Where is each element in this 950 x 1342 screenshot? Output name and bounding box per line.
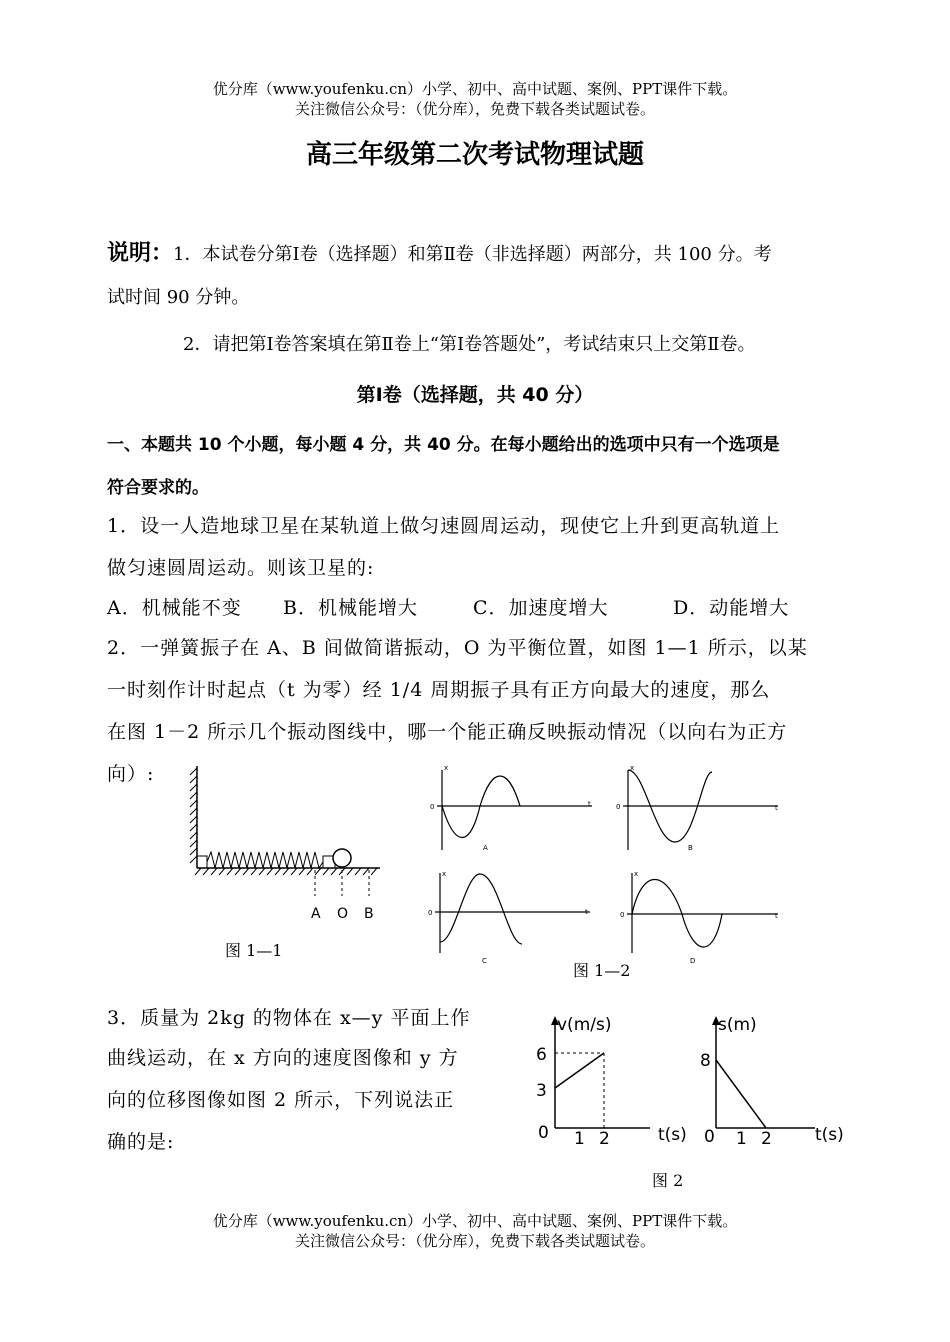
marker-label-a: A bbox=[311, 906, 321, 922]
notes-item-2: 2．请把第Ⅰ卷答案填在第Ⅱ卷上“第Ⅰ卷答题处”，考试结束只上交第Ⅱ卷。 bbox=[183, 334, 756, 355]
graph-c-label: C bbox=[482, 957, 487, 965]
s-graph-xtick-2: 2 bbox=[761, 1129, 772, 1149]
s-graph-xtick-0: 0 bbox=[704, 1127, 715, 1147]
fig2-graphs bbox=[530, 1010, 860, 1150]
q1-option-a: A．机械能不变 bbox=[107, 597, 242, 619]
q2-line-1: 2．一弹簧振子在 A、B 间做简谐振动，O 为平衡位置，如图 1—1 所示，以某 bbox=[107, 637, 808, 659]
v-graph-xlabel: t(s) bbox=[658, 1125, 687, 1145]
graph-d-origin: 0 bbox=[620, 911, 625, 919]
q1-option-c: C．加速度增大 bbox=[473, 597, 609, 619]
s-graph-xtick-1: 1 bbox=[736, 1129, 747, 1149]
footer-line-1: 优分库（www.youfenku.cn）小学、初中、高中试题、案例、PPT课件下载。 bbox=[212, 1212, 738, 1230]
notes-item-1b: 试时间 90 分钟。 bbox=[107, 287, 250, 308]
graph-d-x-label: x bbox=[634, 870, 639, 878]
q1-line-2: 做匀速圆周运动。则该卫星的: bbox=[107, 557, 375, 579]
graph-b-t-label: t bbox=[775, 804, 778, 812]
marker-label-o: O bbox=[337, 906, 349, 922]
fig2-caption: 图 2 bbox=[652, 1171, 684, 1190]
page-title: 高三年级第二次考试物理试题 bbox=[305, 140, 644, 170]
graph-b-x-label: x bbox=[630, 764, 635, 772]
graph-a-t-label: t bbox=[588, 800, 591, 808]
graph-d-t-label: t bbox=[775, 912, 778, 920]
notes-block bbox=[107, 236, 772, 267]
section-title: 第Ⅰ卷（选择题，共 40 分） bbox=[356, 384, 594, 406]
graph-b-origin: 0 bbox=[616, 803, 621, 811]
graph-a-origin: 0 bbox=[430, 803, 435, 811]
graph-c-x-label: x bbox=[442, 870, 447, 878]
q1-option-b: B．机械能增大 bbox=[283, 597, 418, 619]
s-graph-xlabel: t(s) bbox=[815, 1125, 844, 1145]
graph-a-label: A bbox=[483, 844, 488, 852]
footer-line-2: 关注微信公众号：（优分库），免费下载各类试题试卷。 bbox=[294, 1232, 655, 1250]
s-graph-ylabel: s(m) bbox=[718, 1015, 757, 1035]
fig1-1-caption: 图 1—1 bbox=[225, 941, 283, 960]
notes-label: 说明： bbox=[107, 241, 174, 266]
v-graph-xtick-2: 2 bbox=[599, 1129, 610, 1149]
v-graph-ylabel: v(m/s) bbox=[557, 1015, 612, 1035]
q3-line-4: 确的是: bbox=[107, 1131, 175, 1153]
part1-intro-a: 一、本题共 10 个小题，每小题 4 分，共 40 分。在每小题给出的选项中只有一个选项是 bbox=[107, 435, 780, 455]
part1-intro-b: 符合要求的。 bbox=[107, 478, 209, 498]
vibration-graphs-figure bbox=[420, 758, 800, 973]
v-graph-ytick-3: 3 bbox=[536, 1081, 547, 1101]
graph-b-label: B bbox=[688, 844, 693, 852]
s-graph-ytick-8: 8 bbox=[700, 1051, 711, 1071]
q3-line-3: 向的位移图像如图 2 所示，下列说法正 bbox=[107, 1089, 455, 1111]
q2-line-4: 向）: bbox=[107, 763, 155, 785]
graph-d-label: D bbox=[690, 957, 696, 965]
q3-line-2: 曲线运动，在 x 方向的速度图像和 y 方 bbox=[107, 1047, 459, 1069]
v-graph-xtick-0: 0 bbox=[538, 1123, 549, 1143]
fig1-2-caption: 图 1—2 bbox=[573, 961, 631, 980]
spring-oscillator-figure bbox=[185, 758, 390, 928]
q3-line-1: 3．质量为 2kg 的物体在 x—y 平面上作 bbox=[107, 1007, 471, 1029]
graph-c-origin: 0 bbox=[428, 909, 433, 917]
graph-a-x-label: x bbox=[444, 764, 449, 772]
v-graph-xtick-1: 1 bbox=[574, 1129, 585, 1149]
q2-line-2: 一时刻作计时起点（t 为零）经 1/4 周期振子具有正方向最大的速度，那么 bbox=[107, 679, 771, 701]
header-line-1: 优分库（www.youfenku.cn）小学、初中、高中试题、案例、PPT课件下载。 bbox=[212, 80, 738, 98]
marker-label-b: B bbox=[364, 906, 374, 922]
graph-c-t-label: t bbox=[585, 908, 588, 916]
header-line-2: 关注微信公众号：（优分库），免费下载各类试题试卷。 bbox=[294, 100, 655, 118]
q2-line-3: 在图 1－2 所示几个振动图线中，哪一个能正确反映振动情况（以向右为正方 bbox=[107, 721, 788, 743]
q1-line-1: 1．设一人造地球卫星在某轨道上做匀速圆周运动，现使它上升到更高轨道上 bbox=[107, 515, 781, 537]
notes-item-1a: 1．本试卷分第Ⅰ卷（选择题）和第Ⅱ卷（非选择题）两部分，共 100 分。考 bbox=[173, 244, 772, 265]
v-graph-ytick-6: 6 bbox=[536, 1045, 547, 1065]
q1-option-d: D．动能增大 bbox=[673, 597, 790, 619]
